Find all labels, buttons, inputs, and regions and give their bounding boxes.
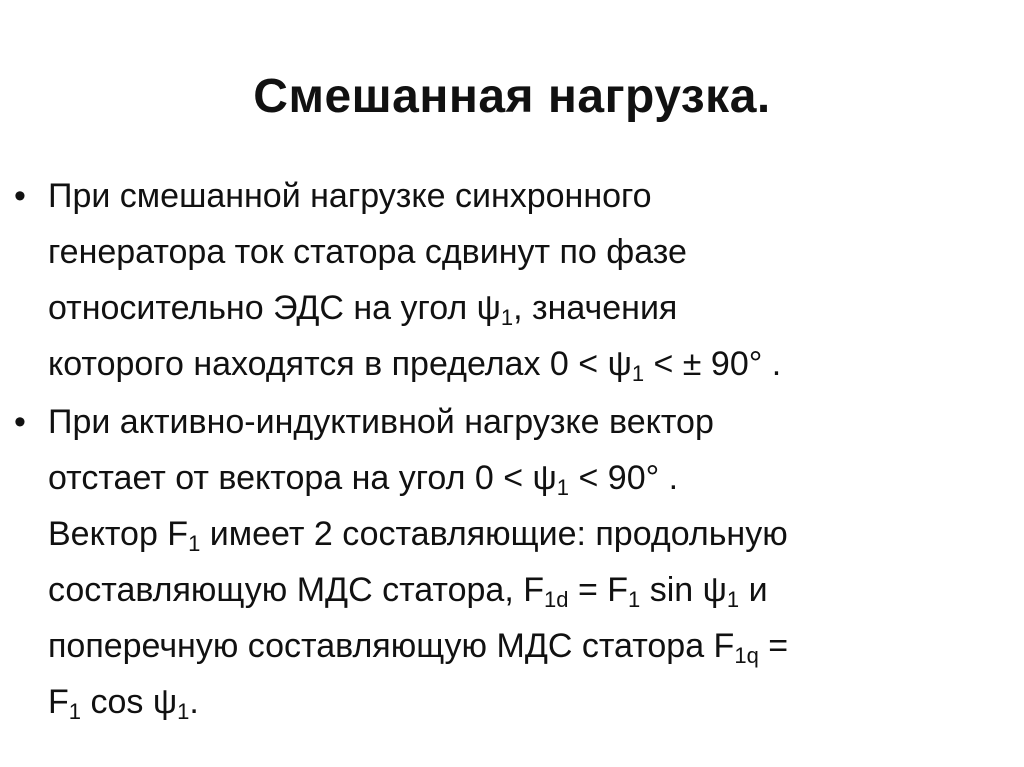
subscript: 1 xyxy=(68,699,82,724)
text-segment: . xyxy=(189,683,199,721)
subscript: 1d xyxy=(544,587,569,612)
text-line xyxy=(48,562,994,618)
text-segment: sin ψ xyxy=(640,571,727,609)
subscript: 1 xyxy=(556,475,570,500)
text-segment: которого находятся в пределах 0 < ψ xyxy=(48,345,632,383)
text-segment: и xyxy=(739,571,768,609)
bullet-list xyxy=(14,168,994,732)
text-line xyxy=(48,506,994,562)
subscript: 1 xyxy=(500,305,514,330)
subscript: 1 xyxy=(188,531,201,556)
text-segment: генератора ток статора сдвинут по фазе xyxy=(48,233,687,271)
text-segment: отстает от вектора на угол 0 < ψ xyxy=(48,459,557,497)
bullet-marker: • xyxy=(14,403,26,441)
bullet-marker: • xyxy=(14,177,26,215)
text-segment: составляющую МДС статора, F xyxy=(48,571,545,609)
slide-title: Смешанная нагрузка. xyxy=(253,70,771,123)
subscript: 1 xyxy=(177,699,190,724)
text-segment: cos ψ xyxy=(81,683,178,721)
text-segment: < ± 90° . xyxy=(644,345,782,383)
bullet-text xyxy=(48,168,994,392)
bullet-item-1 xyxy=(14,168,994,392)
text-line xyxy=(48,394,994,450)
text-segment: Вектор F xyxy=(48,515,189,553)
text-segment: , значения xyxy=(513,289,678,327)
text-line xyxy=(48,224,994,280)
bullet-text xyxy=(48,394,994,730)
text-segment: относительно ЭДС на угол ψ xyxy=(48,289,501,327)
subscript: 1 xyxy=(726,587,740,612)
bullet-item-2 xyxy=(14,394,994,730)
text-line xyxy=(48,336,994,392)
text-line xyxy=(48,450,994,506)
text-segment: поперечную составляющую МДС статора F xyxy=(48,627,735,665)
subscript: 1q xyxy=(734,643,759,668)
text-line xyxy=(48,280,994,336)
text-segment: = xyxy=(758,627,789,665)
subscript: 1 xyxy=(628,587,641,612)
subscript: 1 xyxy=(631,361,645,386)
text-line xyxy=(48,618,994,674)
text-segment: При смешанной нагрузке синхронного xyxy=(48,177,652,215)
text-segment: При активно-индуктивной нагрузке вектор xyxy=(48,403,714,441)
text-line xyxy=(48,674,994,730)
text-segment: < 90° . xyxy=(569,459,679,497)
text-segment: = F xyxy=(568,571,629,609)
text-segment: F xyxy=(48,683,69,721)
text-segment: имеет 2 составляющие: продольную xyxy=(200,515,788,553)
text-line xyxy=(48,168,994,224)
